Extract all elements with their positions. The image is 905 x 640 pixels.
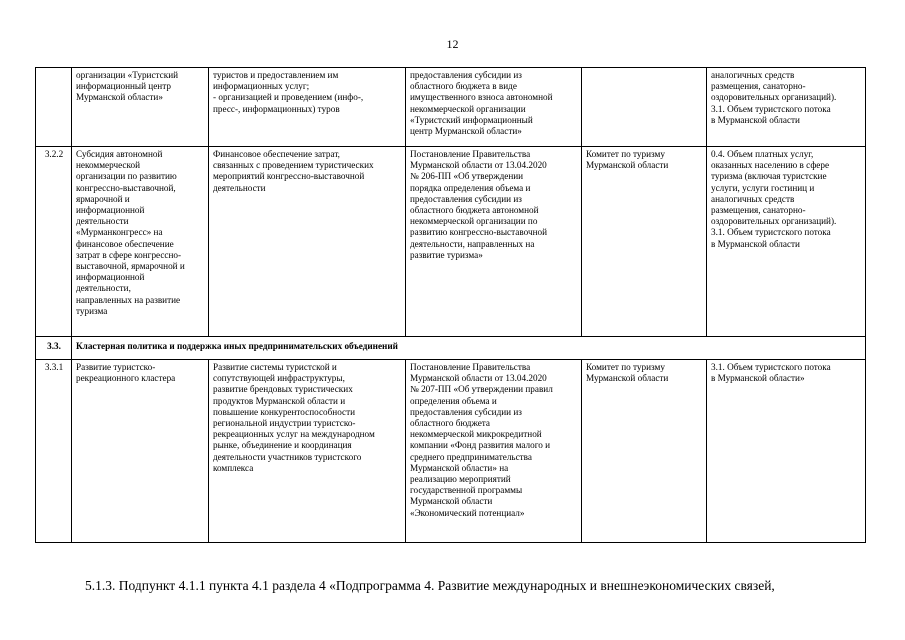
table-row xyxy=(36,360,866,543)
measure-purpose-cell: туристов и предоставлением им информационных услуг; - организацией и проведением (инфо-, пресс-, информационных) туров xyxy=(209,68,406,147)
measure-purpose-cell: Развитие системы туристской и сопутствующей инфраструктуры, развитие брендовых туристических продуктов Мурманской области и повышение конкурентоспособности региональной индустрии туристско- рекреационных услуг на международном рынке, объединение и координация деятельности участников туристского комплекса xyxy=(209,360,406,543)
legal-act-cell: Постановление Правительства Мурманской области от 13.04.2020 № 207-ПП «Об утверждении правил определения объема и предоставления субсидии из областного бюджета некоммерческой микрокредитной компании «Фонд развития малого и среднего предпринимательства Мурманской области» на реализацию мероприятий государственной программы Мурманской области «Экономический потенциал» xyxy=(406,360,582,543)
section-row xyxy=(36,337,866,360)
program-measures-table xyxy=(35,67,866,543)
section-number-cell: 3.3. xyxy=(36,337,72,360)
row-number-cell xyxy=(36,68,72,147)
legal-act-cell: Постановление Правительства Мурманской области от 13.04.2020 № 206-ПП «Об утверждении порядка определения объема и предоставления субсидии из областного бюджета автономной некоммерческой организации по развитию конгрессно-выставочной деятельности, направленных на развитие туризма» xyxy=(406,147,582,337)
body-paragraph: 5.1.3. Подпункт 4.1.1 пункта 4.1 раздела 4 «Подпрограмма 4. Развитие международных и внешнеэкономических связей, xyxy=(85,578,775,593)
section-title-cell: Кластерная политика и поддержка иных предпринимательских объединений xyxy=(72,337,866,360)
indicator-cell: аналогичных средств размещения, санаторно- оздоровительных организаций). 3.1. Объем туристского потока в Мурманской области xyxy=(707,68,866,147)
measure-name-cell: Субсидия автономной некоммерческой организации по развитию конгрессно-выставочной, ярмарочной и информационной деятельности «Мурманконгресс» на финансовое обеспечение затрат в сфере конгрессно- выставочной, ярмарочной и информационной деятельности, направленных на развитие туризма xyxy=(72,147,209,337)
executor-cell xyxy=(582,68,707,147)
table-row xyxy=(36,68,866,147)
row-number-cell: 3.3.1 xyxy=(36,360,72,543)
executor-cell: Комитет по туризму Мурманской области xyxy=(582,360,707,543)
measure-name-cell: Развитие туристско- рекреационного кластера xyxy=(72,360,209,543)
page-number: 12 xyxy=(446,37,459,51)
legal-act-cell: предоставления субсидии из областного бюджета в виде имущественного взноса автономной некоммерческой организации «Туристский информационный центр Мурманской области» xyxy=(406,68,582,147)
indicator-cell: 0.4. Объем платных услуг, оказанных населению в сфере туризма (включая туристские услуги, услуги гостиниц и аналогичных средств размещения, санаторно- оздоровительных организаций). 3.1. Объем туристского потока в Мурманской области xyxy=(707,147,866,337)
measure-purpose-cell: Финансовое обеспечение затрат, связанных с проведением туристических мероприятий конгрессно-выставочной деятельности xyxy=(209,147,406,337)
row-number-cell: 3.2.2 xyxy=(36,147,72,337)
measure-name-cell: организации «Туристский информационный центр Мурманской области» xyxy=(72,68,209,147)
indicator-cell: 3.1. Объем туристского потока в Мурманской области» xyxy=(707,360,866,543)
executor-cell: Комитет по туризму Мурманской области xyxy=(582,147,707,337)
table-row xyxy=(36,147,866,337)
